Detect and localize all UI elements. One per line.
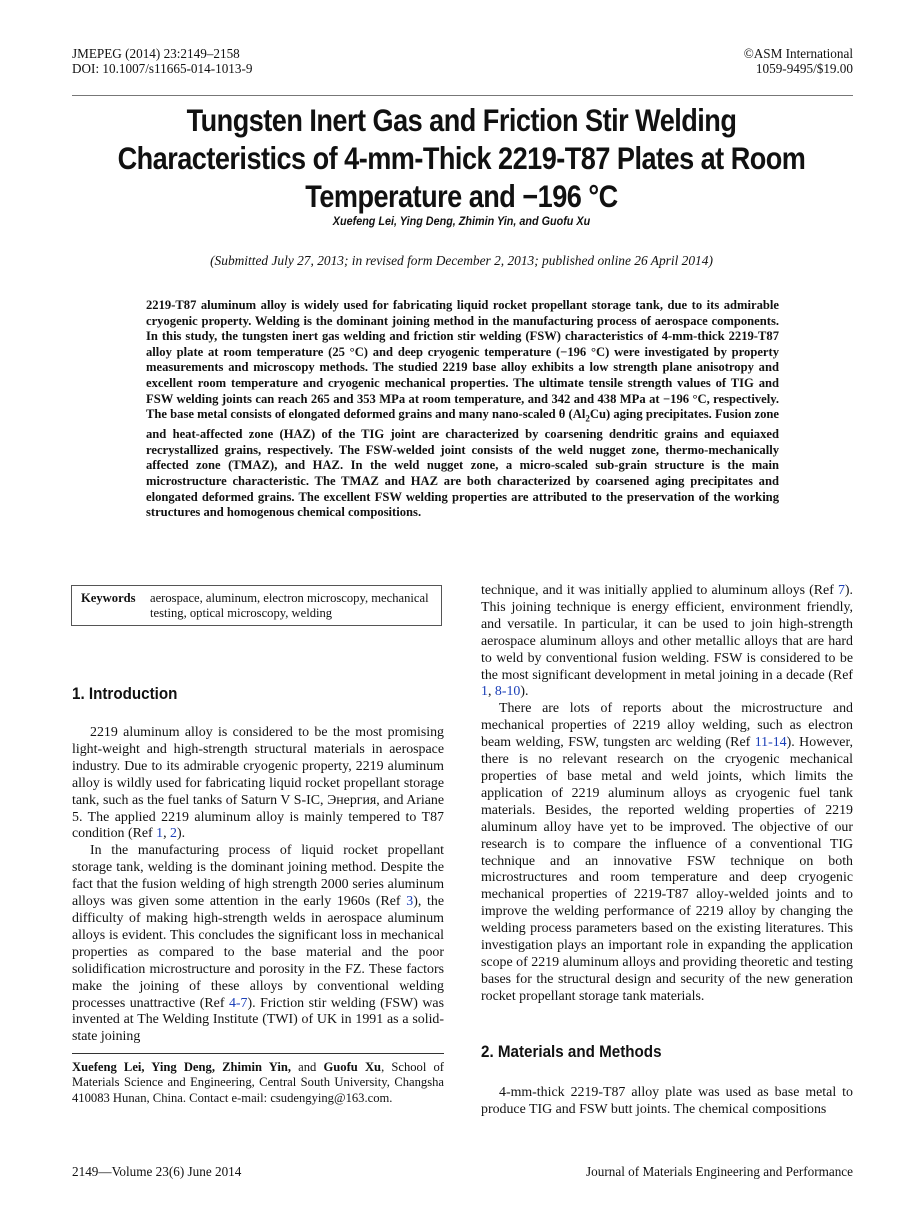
reference-link[interactable]: 1: [481, 684, 488, 700]
text: ). This joining technique is energy efficient, environment friendly, and versatile. In particular, it can be used to join high-strength aerospace aluminum alloys and other metallic alloys that are hard to weld by conventional fusion welding. FSW is considered to be the most significant development in metal joining in a decade (Ref: [481, 583, 853, 683]
paragraph: [72, 725, 444, 843]
footnote-authors: Xuefeng Lei, Ying Deng, Zhimin Yin,: [72, 1060, 291, 1074]
reference-link[interactable]: 2: [170, 826, 177, 842]
abstract: [146, 298, 779, 521]
column-right-body-2: [481, 1085, 853, 1119]
footnote-and: and: [291, 1060, 324, 1074]
author-footnote: [72, 1060, 444, 1106]
text: ).: [176, 826, 186, 842]
journal-ref: JMEPEG (2014) 23:2149–2158: [72, 46, 240, 61]
keywords-label: Keywords: [81, 591, 136, 605]
text: ,: [163, 826, 171, 842]
text: ,: [487, 684, 495, 700]
paragraph: [72, 843, 444, 1046]
paper-title: [99, 101, 824, 215]
reference-link[interactable]: 4-7: [228, 995, 248, 1011]
text: ). Friction stir welding (FSW) was invented at The Welding Institute (TWI) of UK in 1991 as a solid-state joining: [72, 995, 444, 1045]
running-header-right: [744, 46, 853, 76]
keywords-box: [71, 585, 442, 626]
text: ).: [520, 684, 529, 700]
paragraph: 4-mm-thick 2219-T87 alloy plate was used as base metal to produce TIG and FSW butt joints. The chemical compositions: [481, 1085, 853, 1117]
footnote-last-author: Guofu Xu: [323, 1060, 382, 1074]
text: ), the difficulty of making high-strength welds in aerospace aluminum alloys is evident. This concludes the significant loss in mechanical properties as compared to the base material and the poor solidification microstructure and porosity in the FZ. These factors make the joining of these alloys by conventional welding processes unattractive (Ref: [72, 894, 444, 1011]
reference-link[interactable]: 7: [837, 583, 845, 598]
section-heading-introduction: 1. Introduction: [72, 685, 178, 703]
text: In the manufacturing process of liquid rocket propellant storage tank, welding is the dominant joining method. Despite the fact that the fusion welding of high strength 2000 series aluminum alloys was given some attention in the early 1960s (Ref: [72, 843, 444, 910]
footnote-divider: [72, 1053, 444, 1054]
author-list: Xuefeng Lei, Ying Deng, Zhimin Yin, and Guofu Xu: [332, 214, 591, 228]
title-line-3: Temperature and −196 °C: [305, 178, 618, 214]
text: ). However, there is no relevant research on the cryogenic mechanical properties of base metal and weld joints, which limits the application of 2219 aluminum alloys as cryogenic fuel tank materials. Besides, the reported welding properties of 2219 aluminum alloy have yet to be improved. The objective of our research is to compare the influence of a conventional TIG technique and an innovative FSW technique on both microstructures and room temperature and deep cryogenic mechanical properties of 2219-T87 alloy-welded joints and to improve the welding performance of 2219 alloy by changing the welding process parameters based on the existing literatures. This investigation plays an important role in expanding the application scope of 2219 aluminum alloys and providing theoretic and testing bases for the structural design and security of the new generation rocket propellant storage tank materials.: [481, 735, 853, 1004]
text: 2219 aluminum alloy is considered to be the most promising light-weight and high-strength structural materials in aerospace industry. Due to its admirable cryogenic property, 2219 aluminum alloy is wildly used for fabricating liquid rocket propellant storage tank, such as the fuel tanks of Saturn V S-IC, Энергия, and Ariane 5. The applied 2219 aluminum alloy is mainly tempered to T87 condition (Ref: [72, 725, 444, 842]
abstract-subscript: 2: [585, 413, 590, 424]
abstract-text-1: 2219-T87 aluminum alloy is widely used for fabricating liquid rocket propellant storage tank, due to its admirable cryogenic property. Welding is the dominant joining method in the manufacturing process of aerospace components. In this study, the tungsten inert gas welding and friction stir welding (FSW) characteristics of 4-mm-thick 2219-T87 alloy plate at room temperature (25 °C) and deep cryogenic temperature (−196 °C) were investigated by property measurements and microscopy methods. The studied 2219 base alloy exhibits a low strength plane anisotropy and excellent room temperature and cryogenic mechanical properties. The ultimate tensile strength values of TIG and FSW welding joints can reach 265 and 353 MPa at room temperature, and 342 and 438 MPa at −196 °C, respectively. The base metal consists of elongated deformed grains and many nano-scaled θ (Al: [146, 298, 779, 422]
paragraph: [481, 583, 853, 701]
text: There are lots of reports about the microstructure and mechanical properties of 2219 alloy welding, such as electron beam welding, FSW, tungsten arc welding (Ref: [481, 701, 853, 751]
footnote-affiliation: , School of Materials Science and Engineering, Central South University, Changsha 410083 Hunan, China. Contact e-mail: csudengying@163.com.: [72, 1060, 444, 1105]
reference-link[interactable]: 11-14: [754, 735, 787, 751]
running-header-left: [72, 46, 252, 76]
column-right-body: [481, 583, 853, 1006]
footer-page-info: 2149—Volume 23(6) June 2014: [72, 1164, 242, 1179]
paragraph: [481, 701, 853, 1005]
column-left-body: [72, 725, 444, 1046]
submission-dates: (Submitted July 27, 2013; in revised form December 2, 2013; published online 26 April 2014): [210, 253, 713, 268]
price: 1059-9495/$19.00: [755, 61, 853, 76]
section-heading-materials-methods: 2. Materials and Methods: [481, 1043, 662, 1061]
keywords-value: aerospace, aluminum, electron microscopy, mechanical testing, optical microscopy, welding: [150, 591, 429, 620]
abstract-text-2: Cu) aging precipitates. Fusion zone and heat-affected zone (HAZ) of the TIG joint are characterized by coarsening dendritic grains and equiaxed recrystallized grains, respectively. The FSW-welded joint consists of the weld nugget zone, thermo-mechanically affected zone (TMAZ), and HAZ. In the weld nugget zone, a micro-scaled sub-grain structure is the main microstructure characteristic. The TMAZ and HAZ are both characterized by coarsened aging precipitates and elongated deformed grains. The excellent FSW welding properties are attributed to the preservation of the working structures and homogenous chemical compositions.: [146, 407, 779, 520]
title-line-1: Tungsten Inert Gas and Friction Stir Welding: [186, 102, 737, 138]
title-line-2: Characteristics of 4-mm-Thick 2219-T87 Plates at Room: [117, 140, 806, 176]
header-divider: [72, 95, 853, 96]
copyright: ©ASM International: [743, 46, 853, 61]
footer-journal: Journal of Materials Engineering and Performance: [586, 1164, 853, 1179]
doi[interactable]: DOI: 10.1007/s11665-014-1013-9: [72, 61, 253, 76]
reference-link[interactable]: 8-10: [494, 684, 521, 700]
text: technique, and it was initially applied to aluminum alloys (Ref: [481, 583, 838, 598]
reference-link[interactable]: 3: [406, 894, 414, 910]
reference-link[interactable]: 1: [156, 826, 164, 842]
